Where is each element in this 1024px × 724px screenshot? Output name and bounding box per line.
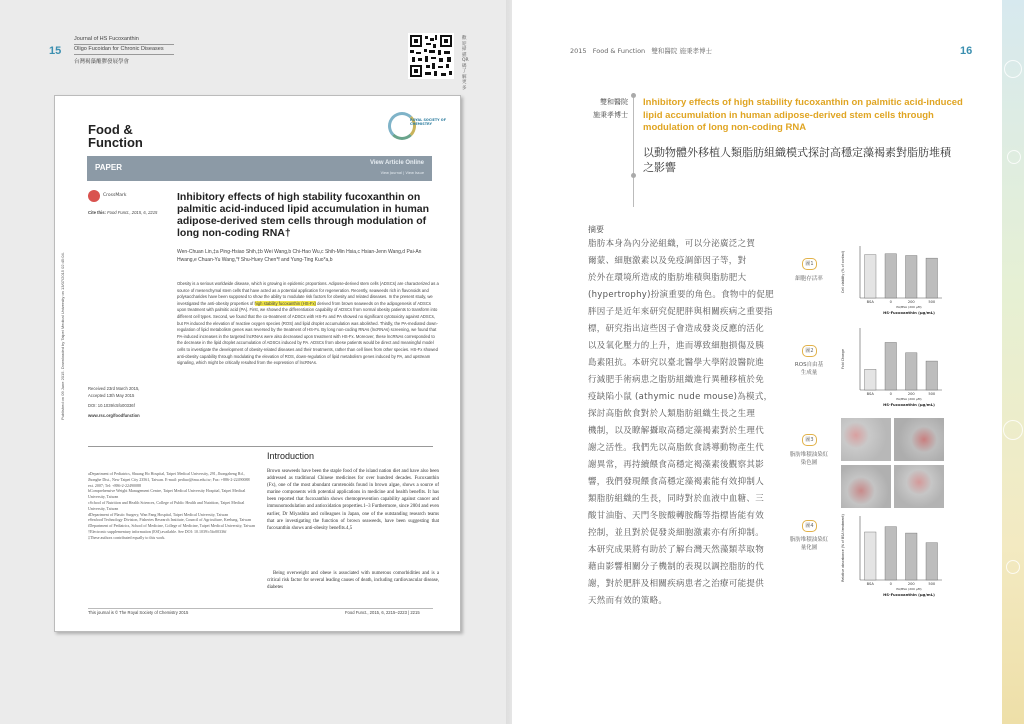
title-divider-line — [633, 97, 634, 207]
x-axis-label: HS-Fucoxanthin (μg/mL) — [883, 592, 935, 597]
x-tick-label: 0 — [889, 392, 892, 396]
journal-name-line1: Food & — [88, 122, 133, 137]
abstract-line: 謝之活性。我們先以高脂飲食誘導動物產生代 — [588, 443, 765, 453]
abstract-line: 疫缺陷小鼠 (athymic nude mouse)為模式， — [588, 392, 773, 402]
received-date: Received 23rd March 2015, — [88, 386, 140, 391]
figure-3-oil-red-stain-images — [841, 418, 945, 510]
deco-circle — [1006, 560, 1020, 574]
accepted-date: Accepted 13th May 2015 — [88, 393, 135, 398]
bar — [885, 342, 896, 390]
abstract-line: 謝異常，再持續餵食高穩定褐藻素後觀察其影 — [588, 460, 765, 470]
introduction-heading: Introduction — [267, 451, 315, 461]
x-tick-label: 200 — [907, 582, 915, 586]
section-label: PAPER — [95, 163, 122, 172]
figure-4-oil-red-quant-chart — [838, 510, 948, 602]
bar — [906, 353, 917, 390]
article-title: Inhibitory effects of high stability fucoxanthin on palmitic acid-induced lipid accumulation in human adipose-derived stem cells through modulation of long non-coding RNA† — [177, 191, 430, 239]
author-name: 施秉孝博士 — [593, 111, 628, 119]
y-axis-label: Cell viability (% of control) — [841, 250, 845, 294]
x-tick-label: 200 — [907, 392, 915, 396]
introduction-paragraph-2: Being overweight and obese is associated with numerous comorbidities and is a critical risk factor for several leading causes of death, including cardiovascular disease, diabetes — [267, 571, 439, 591]
figure-1-caption: 細胞存活率 — [795, 276, 823, 282]
abstract-line: 控制，並且對於促發炎細胞激素亦有所抑制。 — [588, 528, 765, 538]
crossmark-icon[interactable] — [88, 190, 100, 202]
abstract-line: 類脂肪組織的生長，同時對於血液中血糖、三 — [588, 494, 765, 504]
abstract-line: 謝，對於肥胖及相關疾病患者之治療可能提供 — [588, 579, 765, 589]
bar — [885, 254, 896, 298]
view-journal-link[interactable]: View Journal | View Issue — [380, 171, 424, 175]
abstract-line: 行減肥手術病患之脂肪組織進行異種移植於免 — [588, 375, 765, 385]
abstract-highlight: high stability fucoxanthin (HS-Fx) — [254, 300, 316, 306]
abstract-line: 胖因子是近年來研究促肥胖與相關疾病之重要指 — [588, 307, 773, 317]
paper-section-bar — [87, 156, 432, 181]
abstract-line: 爾蒙、細胞激素以及免疫調節因子等，對 — [588, 256, 747, 266]
article-title-english: Inhibitory effects of high stability fucoxanthin on palmitic acid-induced lipid accumulation in human adipose-derived stem cells through modulation of long non-coding RNA — [643, 97, 963, 133]
figure-3-caption-line1: 脂肪堆積油染紅 — [789, 452, 829, 458]
author-list: Wen-Chuan Lin,‡a Ping-Hsiao Shih,‡b Wei Wang,b Chi-Hao Wu,c Shih-Min Hsia,c Hsian-Jenn Wang,d Pai-An Hwang,e Chuan-Yu Wang,*f Shu-Huey Chen*f and Yung-Ting Kuo*a,b — [177, 249, 422, 263]
article-title-chinese: 以動物體外移植人類脂肪組織模式探討高穩定藻褐素對脂肪堆積之影響 — [643, 146, 951, 174]
bar — [885, 527, 896, 580]
x-tick-label: 500 — [928, 582, 936, 586]
deco-circle — [1003, 420, 1023, 440]
figure-2-caption-line1: ROS自由基 — [794, 362, 824, 368]
x-tick-label: 500 — [928, 392, 936, 396]
right-page — [512, 0, 1024, 724]
abstract-line: 探討高脂飲食對於人類脂肪組織生長之生理 — [588, 409, 756, 419]
y-axis-label: Fold Change — [841, 349, 845, 369]
section-divider — [88, 446, 433, 447]
article-page — [54, 95, 461, 632]
x-tick-label: BSA — [866, 392, 874, 396]
figure-4-caption-line2: 量化圖 — [800, 545, 818, 551]
introduction-paragraph-1: Brown seaweeds have been the staple food of the island nation diet and have also been addressed as traditional Chinese medicines for over hundred decades. Fucoxanthin (Fx), one of the most abundant carotenoids found in brown algae, shows a source of marine components with potential applications in medicine and health benefits. It has been reported that fucoxanthin shows chemoprevention capability against cancer and immunomodulation and antioxidation properties.1–3 Furthermore, since 2004 and even earlier, Dr Miyashita and colleagues in Japan, one of the outstanding research teams that are investigating the function of brown seaweeds, have been suggesting that fucoxanthin shows anti-obesity benefits.4,5 — [267, 469, 439, 531]
abstract-line: 以及氧化壓力的上升，進而導致細胞損傷及胰 — [588, 341, 765, 351]
x-tick-label: 200 — [907, 300, 915, 304]
bar — [926, 258, 937, 298]
bar — [906, 533, 917, 580]
abstract-line: 本研究成果將有助於了解台灣天然藻類萃取物 — [588, 545, 765, 555]
view-article-link[interactable]: View Article Online — [369, 160, 424, 166]
qr-code[interactable] — [408, 33, 454, 79]
microscopy-image — [841, 418, 891, 461]
figure-3-badge: 圖3 — [802, 434, 817, 446]
bar — [865, 255, 876, 298]
journal-url[interactable]: www.rsc.org/foodfunction — [88, 413, 140, 418]
abstract-line: 天然而有效的策略。 — [588, 596, 668, 606]
abstract-line: 脂肪本身為內分泌組織，可以分泌廣泛之賀 — [588, 239, 756, 249]
abstract-text — [177, 281, 439, 367]
rsc-logo-text: ROYAL SOCIETY OF CHEMISTRY — [410, 118, 447, 126]
author-affiliation: 雙和醫院 — [600, 98, 628, 106]
page-number-right: 16 — [960, 45, 973, 57]
header-divider — [74, 54, 174, 55]
abstract-part-2: derived from brown seaweeds on the adipogenesis of ADSCs upon treatment with palmitic acid (PA). First, we showed the differentiation capability of ADSCs from normal obesity patients to transform into different cell types. Second, we found that the co-treatment of ADSCs with HS-Fx and PA showed no significant cytotoxicity against ADSCs, but PA induced the elevation of reactive oxygen species (ROS) and lipid droplet accumulation was abolished. Thirdly, the PA-mediated down-regulation of lipid metabolism genes was reversed by the treatment of HS-Fx. By long non-coding RNAs (lncRNAs) screening, we found that PA-induced increases in the targeted lncRNAs were also decreased upon treatment with HS-Fx. Moreover, these lncRNAs corresponded to the decrease in the lipid droplet accumulation of ADSCs induced by PA. ADSCs from obese patients would be direct and meaningful model cells to investigate the development of obesity-related diseases and their treatments, rather than cell lines from other species. HS-Fx showed anti-obesity capability through modulating the elevation of ROS, down-regulation of lipid metabolism genes induced by PA, and upstream signaling, which might be critically resulted from the expression of lncRNAs. — [177, 300, 438, 366]
figure-4-caption-line1: 脂肪堆積油染紅 — [789, 537, 829, 543]
abstract-line: 響，我們發現餵食高穩定藻褐素能有效抑制人 — [588, 477, 765, 487]
figure-3-caption-line2: 染色圖 — [800, 460, 818, 466]
bar — [926, 361, 937, 390]
figure-1-badge: 圖1 — [802, 258, 817, 270]
x-sub-label: PA/BSA (200 μM) — [896, 587, 922, 591]
rsc-logo-icon — [388, 112, 416, 140]
abstract-part-1: Obesity is a serious worldwide disease, which is growing in epidemic proportions. Adipose-derived stem cells (ADSCs) are characterized as a source of mesenchymal stem cells that have acted as a potential application for regeneration. Recently, seaweeds rich in flavonoids and polysaccharides have been supposed to show the ability to modulate risk factors for obesity and related diseases. In the present study, we investigated the anti-obesity properties of — [177, 281, 439, 306]
divider-dot-bottom — [631, 173, 636, 178]
journal-header-line3: 台灣褐藻醣膠發展學會 — [74, 59, 130, 65]
x-axis-label: HS-Fucoxanthin (μg/mL) — [883, 402, 935, 407]
x-tick-label: 0 — [889, 582, 892, 586]
x-tick-label: BSA — [866, 582, 874, 586]
abstract-body-zh — [588, 236, 788, 610]
figure-2-caption-line2: 生成量 — [800, 370, 818, 376]
figure-2-badge: 圖2 — [802, 345, 817, 357]
deco-circle — [1007, 150, 1021, 164]
cite-label: Cite this: — [88, 210, 106, 215]
abstract-line: 標，研究指出這些因子會造成發炎反應的活化 — [588, 324, 765, 334]
abstract-line: (hypertrophy)扮演重要的角色。食物中的促肥 — [588, 290, 774, 300]
qr-caption: 歡迎掃描QR碼 了解更多 — [462, 36, 469, 91]
header-divider — [74, 44, 174, 45]
x-sub-label: PA/BSA (200 μM) — [896, 305, 922, 309]
bar — [865, 369, 876, 390]
crossmark-label: CrossMark — [103, 193, 127, 198]
journal-name-line2: Function — [88, 135, 143, 150]
publication-sidebar-note: Published on 09 June 2015. Downloaded by Taipei Medical University on 13/07/2015 02:45:04. — [60, 252, 65, 420]
bar — [906, 256, 917, 298]
divider-dot-top — [631, 93, 636, 98]
x-tick-label: 500 — [928, 300, 936, 304]
y-axis-label: Relative absorbance (% of BSA treatment) — [841, 514, 845, 582]
abstract-line: 酸甘油脂、天門冬胺酸轉胺酶等指標皆能有效 — [588, 511, 765, 521]
deco-circle — [1004, 60, 1022, 78]
journal-header-line1: Journal of HS Fucoxanthin — [74, 36, 139, 42]
footer-divider — [88, 608, 433, 609]
x-tick-label: 0 — [889, 300, 892, 304]
decorative-edge-strip — [1002, 0, 1024, 724]
x-axis-label: HS-Fucoxanthin (μg/mL) — [883, 310, 935, 315]
abstract-line: 島素阻抗。本研究以臺北醫學大學附設醫院進 — [588, 358, 765, 368]
footer-copyright: This journal is © The Royal Society of Chemistry 2015 — [88, 610, 189, 615]
figure-1-cell-viability-chart — [838, 240, 948, 320]
microscopy-image — [841, 465, 891, 508]
journal-header-line2: Oligo Fucoidan for Chronic Diseases — [74, 46, 164, 52]
microscopy-image — [894, 465, 944, 508]
microscopy-image — [894, 418, 944, 461]
bar — [926, 543, 937, 580]
abstract-line: 於外在環境所造成的脂肪堆積與脂肪肥大 — [588, 273, 747, 283]
abstract-line: 機制，以及瞭解攝取高穩定藻褐素對於生理代 — [588, 426, 765, 436]
abstract-heading: 摘要 — [588, 225, 604, 234]
figure-4-badge: 圖4 — [802, 520, 817, 532]
running-header: 2015 Food & Function 雙和醫院 施秉孝博士 — [570, 47, 712, 55]
doi[interactable]: DOI: 10.1039/c5fo00336f — [88, 403, 135, 408]
bar — [865, 532, 876, 580]
figure-2-ros-chart — [838, 322, 948, 412]
x-tick-label: BSA — [866, 300, 874, 304]
cite-line — [88, 210, 157, 217]
x-sub-label: PA/BSA (200 μM) — [896, 397, 922, 401]
cite-text: Food Funct., 2015, 6, 2215 — [107, 210, 158, 215]
page-number-left: 15 — [49, 45, 62, 57]
footer-citation: Food Funct., 2015, 6, 2215–2223 | 2215 — [345, 610, 420, 615]
affiliation-footnotes: aDepartment of Pediatrics, Shuang Ho Hospital, Taipei Medical University, 291, Jhongzheng Rd., Jhonghe Dist., New Taipei City 23561, Taiwan. E-mail: pediuo@tmu.edu.tw; Fax: +886-2-22490088 ext. 2007; Tel: +886-2-22490088 bComprehensive Weight Management Centre, Taipei Medical University Hospital, Taipei Medical University, Taiwan cSchool of Nutrition and Health Sciences, College of Public Health and Nutrition, Taipei Medical University, Taiwan dDepartment of Plastic Surgery, Wan Fang Hospital, Taipei Medical University, Taiwan eSeafood Technology Division, Fisheries Research Institute, Council of Agriculture, Keelung, Taiwan fDepartment of Pediatrics, School of Medicine, College of Medicine, Taipei Medical University, Taiwan †Electronic supplementary information (ESI) available. See DOI: 10.1039/c5fo00336f ‡These authors contributed equally to this work. — [88, 471, 255, 540]
abstract-line: 藉由影響相關分子機制的表現以調控脂肪的代 — [588, 562, 765, 572]
